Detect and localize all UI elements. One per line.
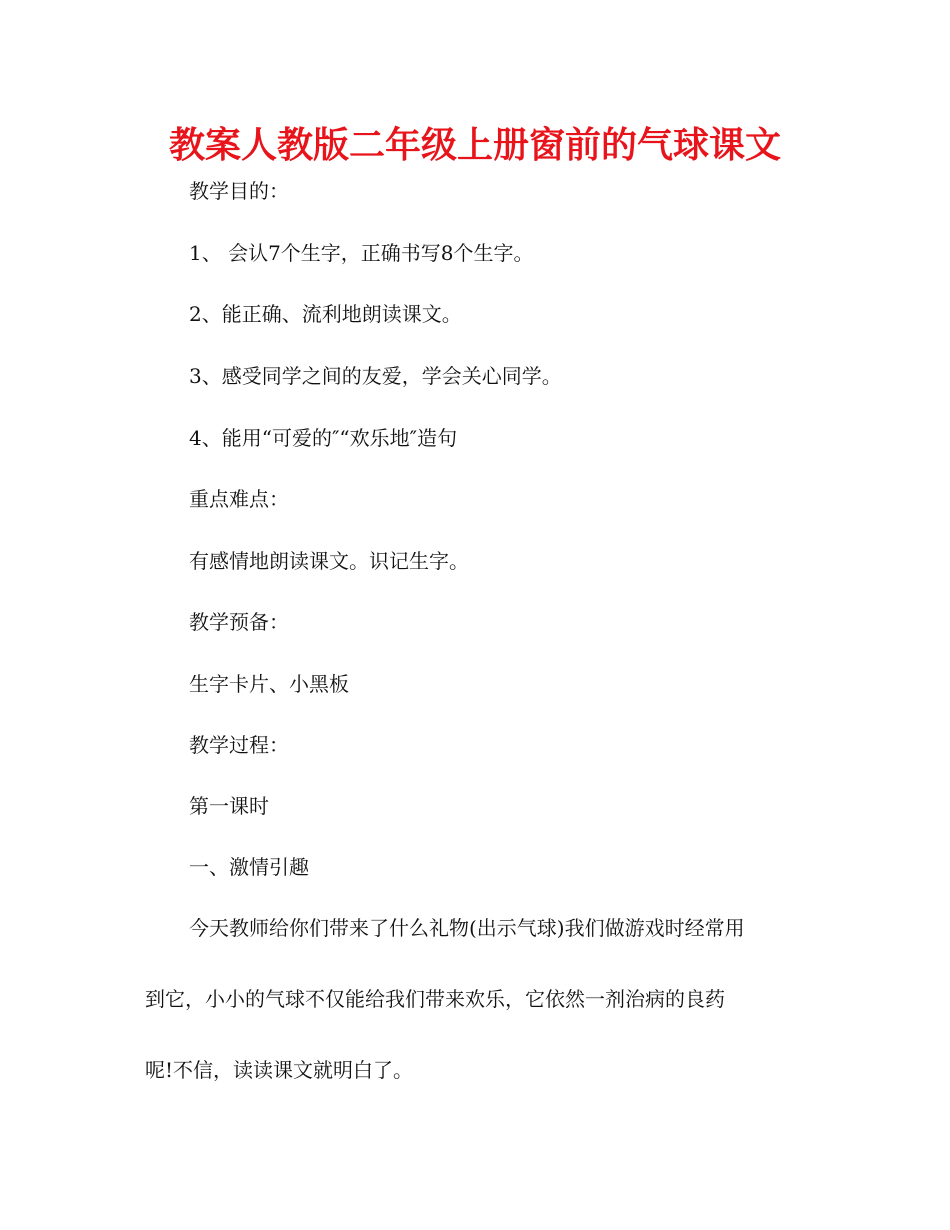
paragraph-line-3: 呢!不信，读读课文就明白了。 <box>145 1058 414 1082</box>
goal-item-2: 2、能正确、流利地朗读课文。 <box>189 302 462 326</box>
heading-process: 教学过程： <box>189 733 289 757</box>
goal-item-3: 3、感受同学之间的友爱，学会关心同学。 <box>189 364 562 388</box>
goal-item-4: 4、能用“可爱的″“欢乐地″造句 <box>189 426 458 450</box>
heading-teaching-goals: 教学目的： <box>189 179 289 203</box>
heading-key-points: 重点难点： <box>189 487 289 511</box>
heading-first-lesson: 第一课时 <box>189 794 269 818</box>
heading-preparation: 教学预备： <box>189 610 289 634</box>
preparation-text: 生字卡片、小黑板 <box>189 672 349 696</box>
goal-item-1: 1、 会认7个生字，正确书写8个生字。 <box>189 241 534 265</box>
heading-introduction: 一、激情引趣 <box>189 855 309 879</box>
paragraph-line-1: 今天教师给你们带来了什么礼物(出示气球)我们做游戏时经常用 <box>189 916 745 940</box>
key-points-text: 有感情地朗读课文。识记生字。 <box>189 549 469 573</box>
document-title: 教案人教版二年级上册窗前的气球课文 <box>168 125 781 166</box>
paragraph-line-2: 到它，小小的气球不仅能给我们带来欢乐，它依然一剂治病的良药 <box>145 987 725 1011</box>
